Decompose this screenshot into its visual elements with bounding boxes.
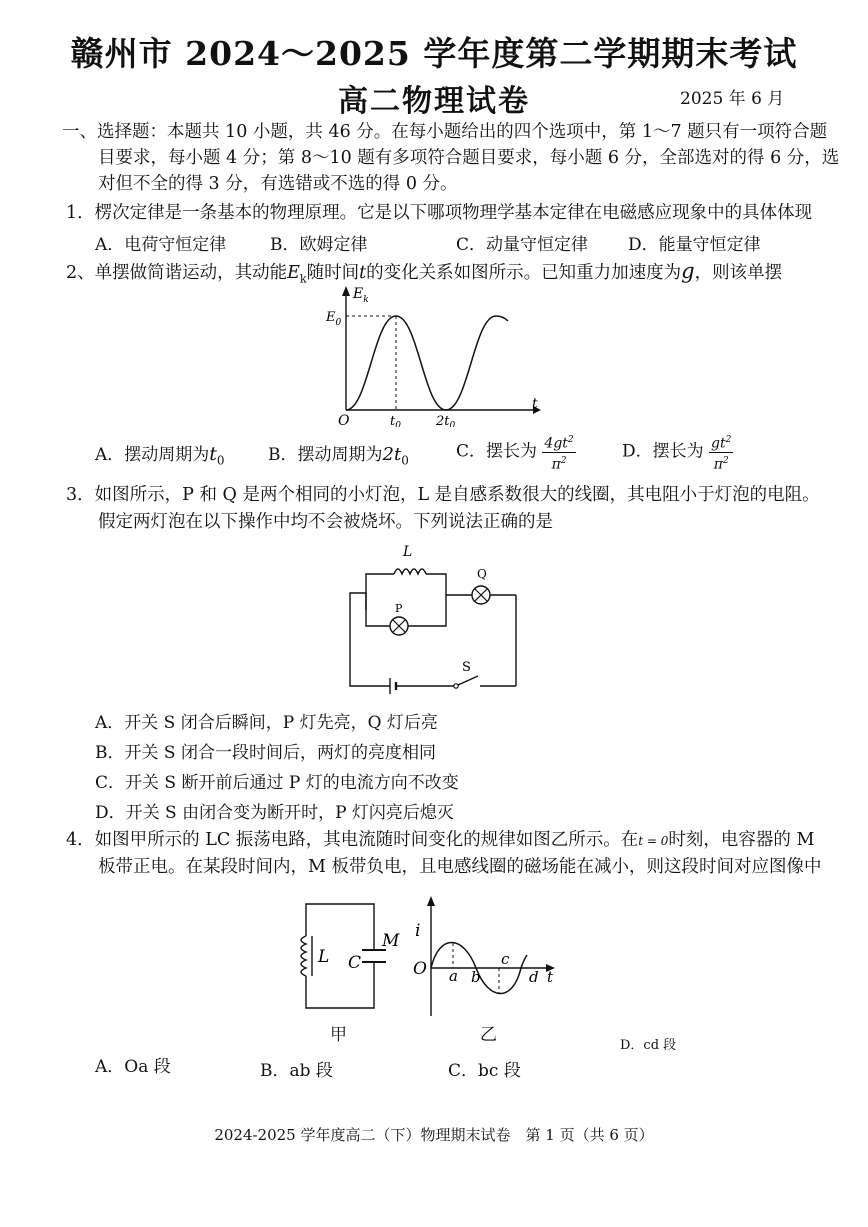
y-axis-arrow: [342, 286, 350, 296]
switch-label: S: [462, 660, 471, 675]
inductor-label: L: [403, 544, 413, 560]
q2-option-c: C．摆长为 $\frac{4gt^2}{\pi^2}$: [456, 432, 576, 472]
inductor-coil: [394, 569, 426, 574]
switch-contact: [454, 684, 458, 688]
ek-curve: [346, 316, 508, 410]
q1-stem: 1．楞次定律是一条基本的物理原理。它是以下哪项物理学基本定律在电磁感应现象中的具体体现: [66, 203, 813, 223]
q2-option-d-fraction: $\frac{gt^2}{\pi^2}$: [709, 432, 733, 472]
q1-option-c: C．动量守恒定律: [456, 235, 589, 255]
point-a-label: a: [449, 967, 458, 985]
q3-stem-line2: 假定两灯泡在以下操作中均不会被烧坏。下列说法正确的是: [98, 512, 553, 532]
capacitor-label: C: [348, 953, 362, 973]
q4-stem-line2: 板带正电。在某段时间内，M 板带负电，且电感线圈的磁场能在减小，则这段时间对应图像中: [98, 857, 822, 877]
t0-label: $t_0$: [390, 414, 401, 427]
q4-stem-line1: 4．如图甲所示的 LC 振荡电路，其电流随时间变化的规律如图乙所示。在t = 0时刻，电容器的 M: [66, 830, 815, 850]
q1-option-d: D．能量守恒定律: [628, 235, 761, 255]
q3-circuit-diagram: [338, 538, 528, 698]
switch-blade: [458, 676, 478, 685]
q3-option-c: C．开关 S 断开前后通过 P 灯的电流方向不改变: [95, 773, 459, 793]
q3-option-d: D．开关 S 由闭合变为断开时，P 灯闪亮后熄灭: [95, 803, 454, 823]
i-axis-arrow: [427, 896, 435, 906]
page-footer: 2024-2025 学年度高二（下）物理期末试卷 第 1 页（共 6 页）: [214, 1126, 654, 1144]
point-b-label: b: [471, 968, 481, 986]
q3-stem-line1: 3．如图所示，P 和 Q 是两个相同的小灯泡，L 是自感系数很大的线圈，其电阻小于灯泡的电阻。: [66, 485, 820, 505]
origin-label: O: [413, 959, 427, 979]
q4-option-b: B．ab 段: [260, 1061, 333, 1081]
q4-option-a: A．Oa 段: [95, 1057, 171, 1077]
coil-icon: [301, 936, 306, 976]
plate-m-label: M: [382, 931, 400, 951]
q1-option-b: B．欧姆定律: [270, 235, 368, 255]
q3-option-a: A．开关 S 闭合后瞬间，P 灯先亮，Q 灯后亮: [95, 713, 438, 733]
e0-label: $E_0$: [326, 310, 342, 328]
exam-subtitle: 高二物理试卷: [338, 84, 530, 119]
inductor-label: L: [318, 947, 330, 967]
q4-lc-circuit: [288, 896, 400, 1016]
fig-yi-caption: 乙: [480, 1025, 497, 1045]
q2-ek-time-graph: [318, 282, 558, 427]
origin-label: O: [338, 413, 350, 427]
q4-current-time-graph: [405, 892, 565, 1018]
i-axis-label: i: [415, 921, 421, 941]
t-axis-label: t: [547, 968, 554, 986]
x-axis-label: t: [532, 396, 538, 412]
section-instructions-line1: 一、选择题：本题共 10 小题，共 46 分。在每小题给出的四个选项中，第 1～7 题只有一项符合题: [62, 122, 828, 142]
lamp-p-label: P: [395, 602, 403, 615]
section-instructions-line3: 对但不全的得 3 分，有选错或不选的得 0 分。: [98, 174, 458, 194]
q2-stem: 2、单摆做简谐运动，其动能$E_k$随时间t的变化关系如图所示。已知重力加速度为g，则该单摆: [66, 259, 783, 286]
q3-option-b: B．开关 S 闭合一段时间后，两灯的亮度相同: [95, 743, 436, 763]
q2-option-d: D．摆长为 $\frac{gt^2}{\pi^2}$: [622, 432, 733, 472]
q4-option-d: D．cd 段: [620, 1038, 677, 1053]
q2-option-b: B．摆动周期为$2t_0$: [268, 444, 409, 468]
exam-date: 2025 年 6 月: [680, 89, 785, 109]
q4-option-c: C．bc 段: [448, 1061, 521, 1081]
2t0-label: $2t_0$: [436, 414, 456, 427]
y-axis-label: $E_k$: [353, 286, 369, 305]
point-c-label: c: [501, 950, 510, 968]
exam-title: 赣州市 2024～2025 学年度第二学期期末考试: [70, 34, 798, 73]
q2-option-c-fraction: $\frac{4gt^2}{\pi^2}$: [542, 432, 575, 472]
point-d-label: d: [529, 968, 539, 986]
section-instructions-line2: 目要求，每小题 4 分；第 8～10 题有多项符合题目要求，每小题 6 分，全部选对的得 6 分，选: [98, 148, 840, 168]
q1-option-a: A．电荷守恒定律: [95, 235, 227, 255]
lamp-q-label: Q: [477, 567, 487, 581]
fig-jia-caption: 甲: [330, 1025, 347, 1045]
q2-option-a: A．摆动周期为$t_0$: [95, 443, 225, 468]
